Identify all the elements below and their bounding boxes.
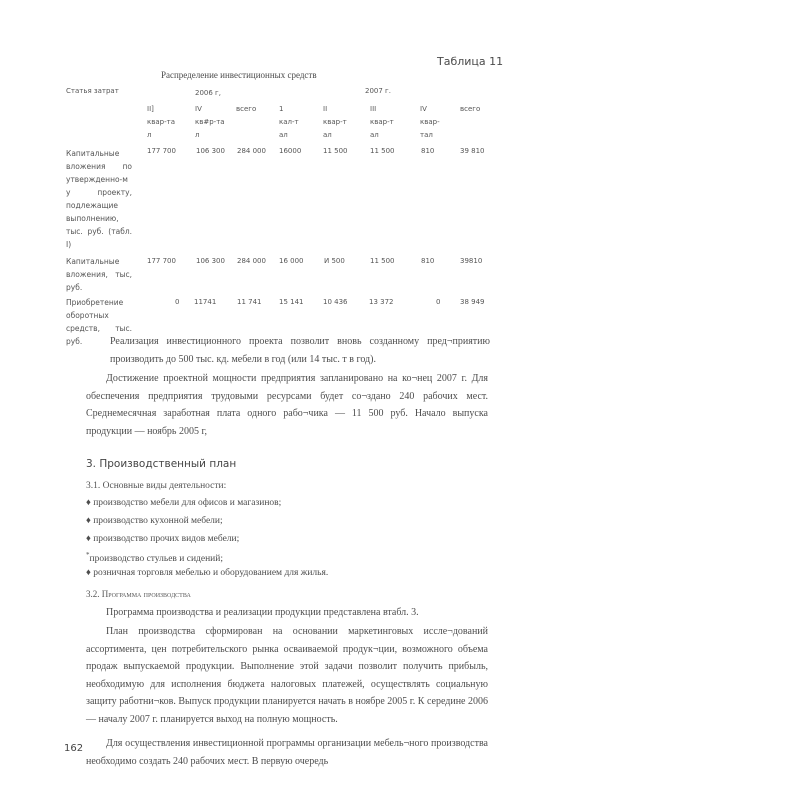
table-cell: 0 <box>175 298 180 306</box>
subsection-heading: 3.2. Программа производства <box>86 589 191 599</box>
table-caption: Распределение инвестиционных средств <box>161 70 317 80</box>
table-cell: 810 <box>421 147 435 155</box>
list-item: ♦ производство прочих видов мебели; <box>86 534 240 544</box>
table-cell: 10 436 <box>323 298 348 306</box>
list-item: ♦ производство кухонной мебели; <box>86 516 223 526</box>
table-cell: 38 949 <box>460 298 485 306</box>
row-label: Приобретение оборотных средств, тыс. руб. <box>66 298 132 346</box>
table-cell: 0 <box>436 298 441 306</box>
column-header: всего <box>460 105 481 113</box>
paragraph-2: Достижение проектной мощности предприятия запланировано на ко¬нец 2007 г. Для обеспечения предприятия трудовыми ресурсами будет со¬здано 240 рабочих мест. Среднемесячная заработная плата одного рабо¬чика — 11 500 руб. Начало выпуска продукции — ноябрь 2005 г, <box>86 373 488 437</box>
table-cell: 810 <box>421 257 435 265</box>
table-cell: 284 000 <box>237 257 266 265</box>
list-item: ♦ производство мебели для офисов и магазинов; <box>86 498 282 508</box>
paragraph-3: Программа производства и реализации продукции представлена втабл. 3. <box>106 607 419 618</box>
table-cell: 11 500 <box>323 147 348 155</box>
table-cell: 15 141 <box>279 298 304 306</box>
table-cell: 11741 <box>194 298 217 306</box>
table-cell: 106 300 <box>196 257 225 265</box>
column-header: II] квар-та л <box>147 105 175 139</box>
row-label: Капитальные вложения, тыс, руб. <box>66 257 132 292</box>
table-cell: 11 500 <box>370 147 395 155</box>
column-header: IV кв#р-та л <box>195 105 225 139</box>
bullet-mark: * <box>86 551 90 559</box>
list-item: ♦ розничная торговля мебелью и оборудованием для жилья. <box>86 568 329 578</box>
table-cell: 11 500 <box>370 257 395 265</box>
table-cell: 177 700 <box>147 147 176 155</box>
table-year-2007: 2007 г. <box>365 87 391 95</box>
row-label: Капитальные вложения по утвержденно-м у проекту, подлежащие выполнению, тыс. руб. (табл. I) <box>66 149 132 249</box>
column-header: II квар-т ал <box>323 105 347 139</box>
table-cell: И 500 <box>324 257 345 265</box>
table-cell: 11 741 <box>237 298 262 306</box>
table-cell: 177 700 <box>147 257 176 265</box>
section-title: 3. Производственный план <box>86 458 237 470</box>
paragraph-1: Реализация инвестиционного проекта позволит вновь созданному пред¬приятию производить до 500 тыс. кд. мебели в год (или 14 тыс. т в год). <box>110 336 490 365</box>
table-cell: 106 300 <box>196 147 225 155</box>
table-year-2006: 2006 г, <box>195 89 221 97</box>
list-item: *производство стульев и сидений; <box>86 551 223 565</box>
table-cell: 39 810 <box>460 147 485 155</box>
page-number: 162 <box>64 743 84 754</box>
paragraph-5: Для осуществления инвестиционной программы организации мебель¬ного производства необходимо создать 240 рабочих мест. В первую очередь <box>86 738 488 767</box>
table-cell: 284 000 <box>237 147 266 155</box>
subsection-heading: 3.1. Основные виды деятельности: <box>86 481 227 491</box>
table-cell: 16 000 <box>279 257 304 265</box>
table-cell: 13 372 <box>369 298 394 306</box>
column-header: 1 кал-т ал <box>279 105 299 139</box>
paragraph-4: План производства сформирован на основании маркетинговых иссле¬дований ассортимента, цен потребительского рынка осваиваемой продук¬ции, возможного объема продаж выпускаемой продукции. Выполнение этой задачи позволит получить прибыль, необходимую для исполнения бюджета налоговых платежей, осуществлять социальную защиту работни¬ков. Выпуск продукции планируется начать в ноябре 2005 г. К середине 2006 — началу 2007 г. планируется выход на полную мощность. <box>86 626 488 725</box>
column-header: всего <box>236 105 257 113</box>
table-corner-label: Статья затрат <box>66 87 119 95</box>
table-cell: 16000 <box>279 147 302 155</box>
column-header: III квар-т ал <box>370 105 394 139</box>
table-number: Таблица 11 <box>437 55 504 68</box>
table-cell: 39810 <box>460 257 483 265</box>
column-header: IV квар- тал <box>420 105 440 139</box>
